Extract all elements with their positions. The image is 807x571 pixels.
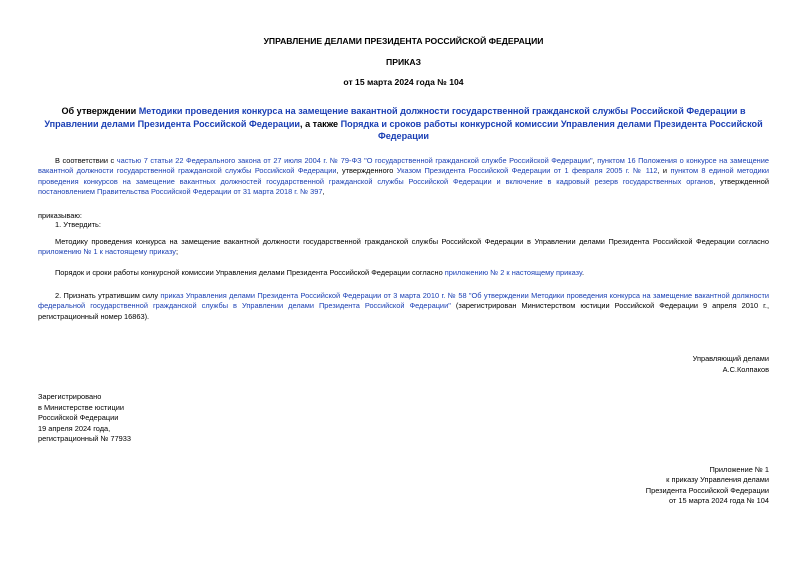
title-link-methodology[interactable]: Методики проведения конкурса на замещение вакантной должности государственной гражданской службы Российской Федерации в Управлении делами Президента Российской Федерации xyxy=(44,106,746,129)
appendix-line: Приложение № 1 xyxy=(709,465,769,474)
item-1-sub-2 xyxy=(38,268,769,278)
registration-line: регистрационный № 77933 xyxy=(38,434,132,443)
appendix-2-link[interactable]: приложению № 2 к настоящему приказу xyxy=(444,268,582,277)
item2-tail: (зарегистрирован Министерством юстиции Российской Федерации 9 апреля 2010 г., регистрационный номер 16863). xyxy=(38,301,769,321)
methodology-p8-link[interactable]: пунктом 8 единой методики проведения конкурсов на замещение вакантных должностей государственной гражданской службы Российской Федерации и включение в кадровый резерв государственных органов xyxy=(38,166,769,186)
preamble-text-6: , xyxy=(322,186,325,196)
appendix-header xyxy=(646,465,769,507)
signatory-position: Управляющий делами xyxy=(692,354,769,363)
sub1-text: Методику проведения конкурса на замещение вакантной должности государственной гражданской службы Российской Федерации в Управлении делами Президента Российской Федерации согласно xyxy=(55,237,769,246)
preamble-text-1: В соответствии с xyxy=(55,156,117,165)
registration-line: Зарегистрировано xyxy=(38,392,102,401)
item-1-heading: 1. Утвердить: xyxy=(55,220,101,229)
sub2-tail: . xyxy=(581,268,584,277)
title-middle: , а также xyxy=(300,118,341,129)
signatory-name: А.С.Колпаков xyxy=(722,365,769,374)
government-resolution-397-link[interactable]: постановлением Правительства Российской Федерации от 31 марта 2018 г. № 397 xyxy=(38,186,323,196)
item2-text: 2. Признать утратившим силу xyxy=(55,291,161,300)
sub2-text: Порядок и сроки работы конкурсной комиссии Управления делами Президента Российской Федерации согласно xyxy=(55,268,445,277)
preamble-text-4: , и xyxy=(657,166,671,176)
signature-block xyxy=(693,353,769,375)
title-link-procedure[interactable]: Порядка и сроков работы конкурсной комиссии Управления делами Президента Российской Федерации xyxy=(340,118,763,141)
appendix-line: от 15 марта 2024 года № 104 xyxy=(668,496,769,506)
registration-line: Российской Федерации xyxy=(38,413,119,422)
registration-line: в Министерстве юстиции xyxy=(38,402,125,412)
order-58-link[interactable]: приказ Управления делами Президента Российской Федерации от 3 марта 2010 г. № 58 "Об утверждении Методики проведения конкурса на замещение вакантной должности федеральной государственной гражданской службы в Управлении делами Президента Российской Федерации" xyxy=(38,291,769,311)
item-1-sub-1 xyxy=(38,237,769,258)
sub1-tail: ; xyxy=(175,247,179,257)
preamble-text-3: , утвержденного xyxy=(336,166,397,176)
appendix-line: к приказу Управления делами xyxy=(666,475,769,485)
preamble-text-2: , xyxy=(592,156,598,165)
registration-line: 19 апреля 2024 года, xyxy=(38,423,111,433)
document-type-heading: ПРИКАЗ xyxy=(386,57,421,67)
regulation-p16-link[interactable]: пунктом 16 Положения о конкурсе на замещение вакантной должности государственной гражданской службы Российской Федерации xyxy=(38,156,770,176)
preamble-text-5: , утвержденной xyxy=(713,176,769,186)
organization-heading: УПРАВЛЕНИЕ ДЕЛАМИ ПРЕЗИДЕНТА РОССИЙСКОЙ ФЕДЕРАЦИИ xyxy=(263,36,544,46)
order-word: приказываю: xyxy=(38,211,82,220)
document-title xyxy=(38,105,769,143)
document-date: от 15 марта 2024 года № 104 xyxy=(343,77,464,87)
item-2-paragraph xyxy=(38,291,769,322)
law-79fz-link[interactable]: частью 7 статьи 22 Федерального закона от 27 июля 2004 г. № 79-ФЗ "О государственной гражданской службе Российской Федерации" xyxy=(116,156,593,165)
appendix-1-link[interactable]: приложению № 1 к настоящему приказу xyxy=(38,247,176,257)
title-prefix: Об утверждении xyxy=(61,106,139,116)
appendix-line: Президента Российской Федерации xyxy=(645,485,769,495)
decree-112-link[interactable]: Указом Президента Российской Федерации от 1 февраля 2005 г. № 112 xyxy=(396,166,658,176)
registration-block xyxy=(38,392,131,445)
preamble-paragraph xyxy=(38,156,769,197)
